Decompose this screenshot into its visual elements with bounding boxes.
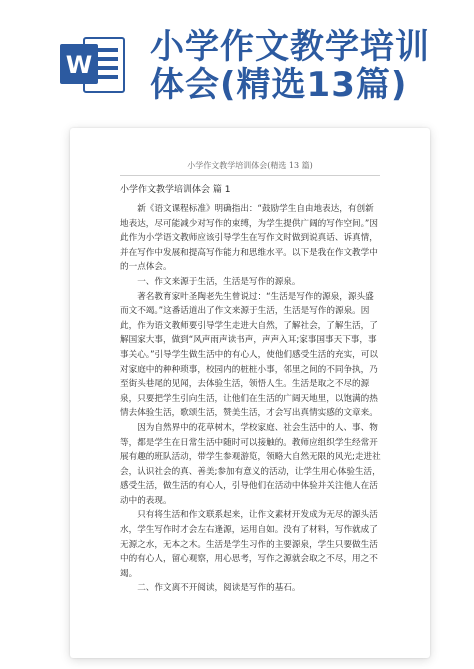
document-title: 小学作文教学培训体会 篇 1 [120,185,231,195]
word-document-icon [58,34,126,96]
document-page [70,128,430,658]
page-header [0,0,474,120]
paragraph-6: 二、作文离不开阅读，阅读是写作的基石。 [137,583,301,594]
paragraph-3: 著名教育家叶圣陶老先生曾说过：“生活是写作的源泉，源头盛而文不竭。”这番话道出了作文来源于生活，生活是写作的源泉。因此，作为语文教师要引导学生走进大自然，了解社会，了解生活，了解国家大事，做到“风声雨声读书声，声声入耳;家事国事天下事，事事关心。”引导学生做生活中的有心人，使他们感受生活的充实，可以对家庭中的种种琐事，校园内的桩桩小事，邻里之间的不同争执，乃至街头巷尾的见闻，去体验生活，领悟人生。生活是取之不尽的源泉，只要把学生引向生活，让他们在生活的广阔天地里，以饱满的热情去体验生活，歌颂生活，赞美生活，才会写出真情实感的文章来。 [120,291,378,419]
page-title-line-2: 体会(精选13篇) [150,65,408,105]
paragraph-4: 因为自然界中的花草树木，学校家庭、社会生活中的人、事、物等，都是学生在日常生活中随时可以接触的。教师应组织学生经常开展有趣的班队活动，带学生参观游览，领略大自然无限的风光;走进社会，认识社会的真、善美;参加有意义的活动，让学生用心体验生活，感受生活，做生活的有心人，引导他们在活动中体验并关注他人在活动中的表现。 [120,422,381,506]
paragraph-2: 一、作文来源于生活，生活是写作的源泉。 [137,276,301,287]
paragraph-5: 只有将生活和作文联系起来，让作文素材开发成为无尽的源头活水，学生写作时才会左右逢源，运用自如。没有了材料，写作就成了无源之水，无本之木。生活是学生习作的主要源泉，学生只要做生活中的有心人，留心观察，用心思考，写作之源就会取之不尽，用之不竭。 [120,510,378,579]
page-title-line-1: 小学作文教学培训 [150,27,430,67]
paragraph-1: 新《语文课程标准》明确指出：“鼓励学生自由地表达，有创新地表达，尽可能减少对写作的束缚，为学生提供广阔的写作空间。”因此作为小学语文教师应该引导学生在写作文时做到说真话、诉真情，并在写作中发展和提高写作能力和思维水平。以下是我在作文教学中的一点体会。 [120,204,378,273]
word-icon-letter: W [65,51,93,79]
document-body [120,202,382,596]
page-title [150,28,470,104]
header-divider [120,175,380,176]
running-header: 小学作文教学培训体会(精选 13 篇) [187,161,313,170]
